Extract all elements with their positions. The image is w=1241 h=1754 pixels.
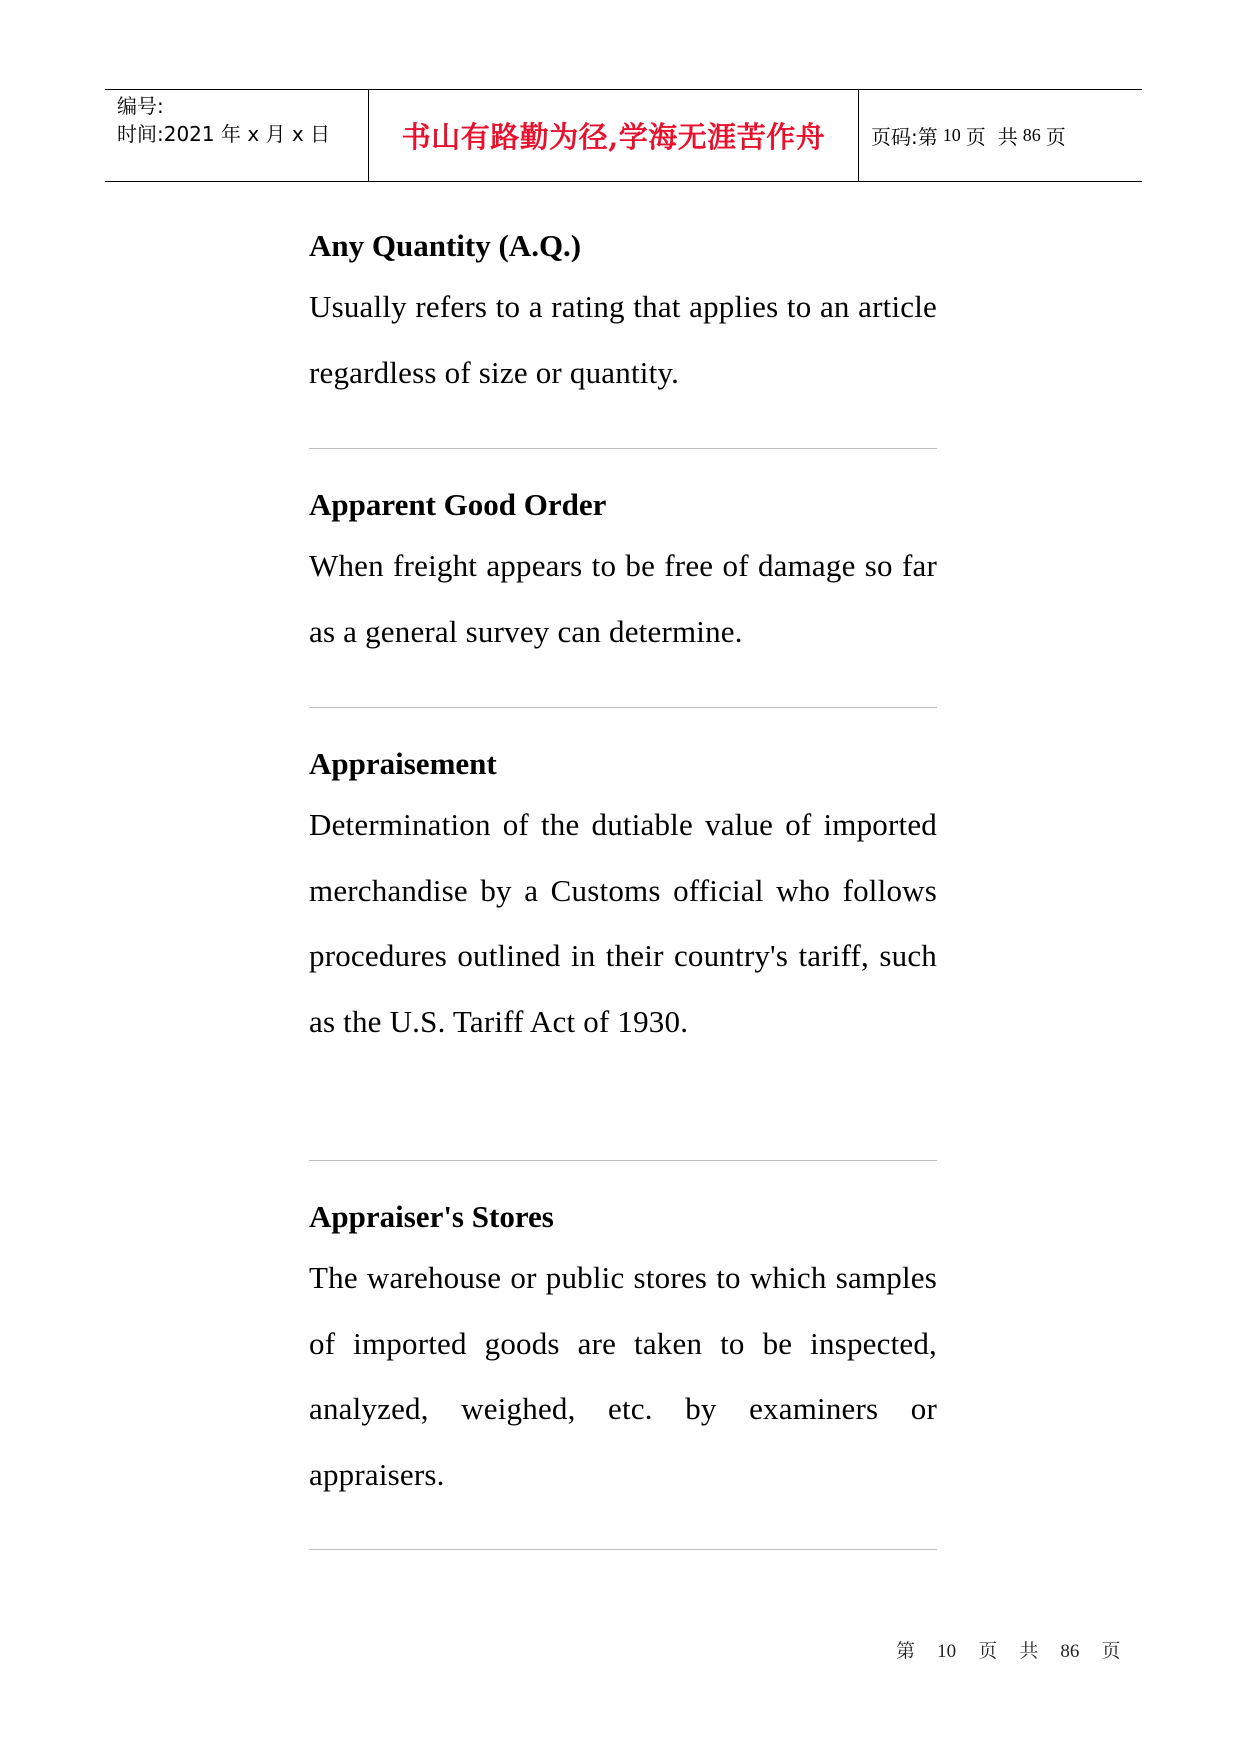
footer-total-unit: 页	[1101, 1640, 1121, 1662]
time-label: 时间:2021 年 x 月 x 日	[117, 122, 331, 146]
motto-text: 书山有路勤为径,学海无涯苦作舟	[401, 120, 826, 154]
glossary-entry	[309, 1161, 937, 1549]
footer-total-prefix: 共	[1019, 1640, 1039, 1662]
entry-definition: Determination of the dutiable value of imported merchandise by a Customs official who follows procedures outlined in their country's tariff, such as the U.S. Tariff Act of 1930.	[309, 807, 937, 1039]
header-motto-cell	[369, 90, 859, 181]
footer-prefix: 第	[896, 1640, 916, 1662]
entry-term: Appraiser's Stores	[309, 1199, 554, 1234]
page-header	[105, 89, 1142, 182]
glossary-entry	[309, 218, 937, 448]
page-code-label: 页码:第	[871, 125, 938, 149]
entry-term: Appraisement	[309, 746, 497, 781]
glossary-entry	[309, 449, 937, 707]
footer-unit: 页	[978, 1640, 998, 1662]
serial-label: 编号:	[117, 94, 164, 118]
entry-definition: The warehouse or public stores to which samples of imported goods are taken to be inspected, analyzed, weighed, etc. by examiners or appraisers.	[309, 1260, 937, 1492]
page-total: 86	[1022, 125, 1041, 145]
entry-definition: When freight appears to be free of damage so far as a general survey can determine.	[309, 548, 937, 649]
glossary-content	[309, 218, 937, 1550]
entry-term: Any Quantity (A.Q.)	[309, 228, 582, 263]
page-unit: 页	[965, 125, 986, 149]
entry-definition: Usually refers to a rating that applies to an article regardless of size or quantity.	[309, 289, 937, 390]
page-total-unit: 页	[1045, 125, 1066, 149]
glossary-entry	[309, 708, 937, 1160]
page-footer	[896, 1636, 1121, 1663]
page-current: 10	[942, 125, 961, 145]
header-meta-cell	[105, 90, 369, 181]
header-page-code-cell	[859, 90, 1142, 181]
entry-term: Apparent Good Order	[309, 487, 607, 522]
entry-divider	[309, 1549, 937, 1550]
footer-page-current: 10	[937, 1641, 957, 1662]
page-total-prefix: 共	[997, 125, 1018, 149]
footer-page-total: 86	[1060, 1641, 1080, 1662]
